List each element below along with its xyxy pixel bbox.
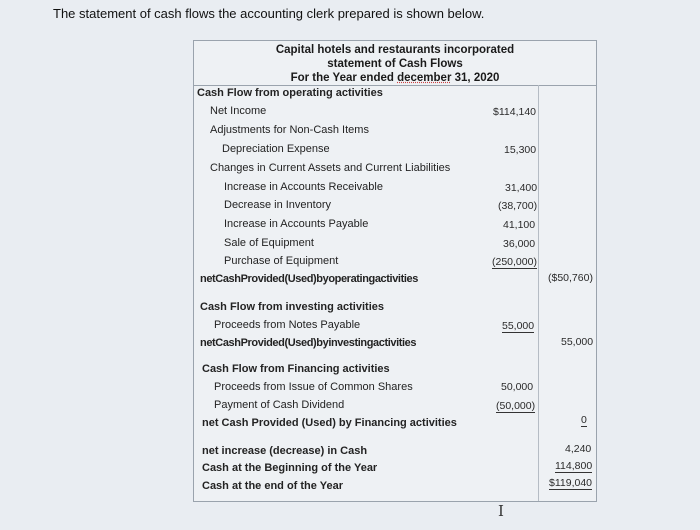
net-increase-value: 4,240 [565, 443, 592, 455]
net-income-value: $114,140 [493, 106, 537, 118]
cash-beginning-label: Cash at the Beginning of the Year [202, 462, 378, 474]
intro-text: The statement of cash flows the accounting clerk prepared is shown below. [53, 6, 485, 21]
sale-equipment-label: Sale of Equipment [224, 237, 314, 249]
financing-total-label: net Cash Provided (Used) by Financing activities [202, 417, 457, 429]
common-shares-label: Proceeds from Issue of Common Shares [214, 381, 413, 393]
notes-payable-value: 55,000 [502, 320, 535, 332]
adjustments-label: Adjustments for Non-Cash Items [210, 124, 369, 136]
period-suffix: 31, 2020 [451, 72, 500, 84]
company-name: Capital hotels and restaurants incorporated [275, 44, 515, 56]
financing-total-value: 0 [581, 414, 587, 426]
payable-label: Increase in Accounts Payable [224, 218, 369, 230]
cash-end-label: Cash at the end of the Year [202, 480, 344, 492]
depreciation-value: 15,300 [504, 144, 537, 156]
payable-value: 41,100 [503, 219, 536, 231]
cash-dividend-label: Payment of Cash Dividend [214, 399, 345, 411]
purchase-equipment-value: (250,000) [492, 256, 537, 268]
cash-beginning-value: 114,800 [555, 460, 593, 472]
receivable-value: 31,400 [505, 182, 538, 194]
cash-end-value: $119,040 [549, 477, 593, 489]
sale-equipment-value: 36,000 [503, 238, 536, 250]
header-divider [194, 85, 596, 86]
period-prefix: For the Year ended [290, 72, 398, 84]
inventory-label: Decrease in Inventory [224, 199, 331, 211]
period-month: december [397, 72, 452, 84]
totals-column-divider [538, 85, 539, 501]
financing-title: Cash Flow from Financing activities [202, 363, 390, 375]
net-increase-label: net increase (decrease) in Cash [202, 445, 368, 457]
investing-total-value: 55,000 [561, 336, 594, 348]
investing-total-label: netCashProvided(Used)byinvestingactivities [200, 337, 417, 349]
inventory-value: (38,700) [498, 200, 538, 212]
text-cursor-icon: I [498, 502, 504, 520]
net-income-label: Net Income [210, 105, 267, 117]
operating-total-label: netCashProvided(Used)byoperatingactivities [200, 273, 418, 285]
cash-dividend-value: (50,000) [496, 400, 536, 412]
operating-title: Cash Flow from operating activities [197, 87, 383, 99]
purchase-equipment-label: Purchase of Equipment [224, 255, 339, 267]
statement-period [194, 72, 596, 84]
common-shares-value: 50,000 [501, 381, 534, 393]
receivable-label: Increase in Accounts Receivable [224, 181, 383, 193]
changes-label: Changes in Current Assets and Current Liabilities [210, 162, 451, 174]
operating-total-value: ($50,760) [548, 272, 593, 284]
depreciation-label: Depreciation Expense [222, 143, 330, 155]
investing-title: Cash Flow from investing activities [200, 301, 384, 313]
statement-title: statement of Cash Flows [327, 58, 463, 70]
notes-payable-label: Proceeds from Notes Payable [214, 319, 361, 331]
